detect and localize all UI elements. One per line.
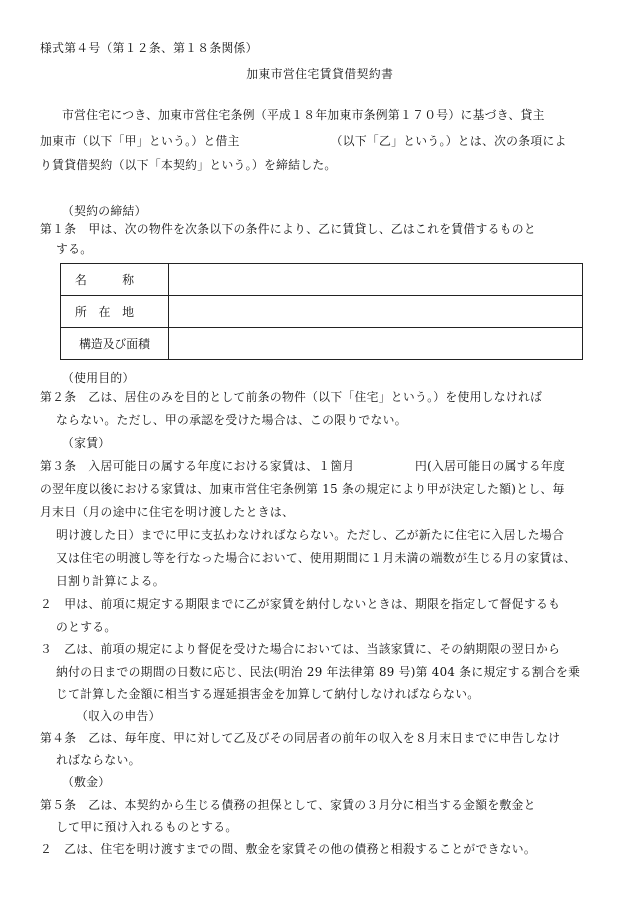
article-line: 第３条 入居可能日の属する年度における家賃は、１箇月 円(入居可能日の属する年度	[40, 459, 566, 473]
article-heading: （使用目的）	[62, 371, 135, 385]
table-label: 所 在 地	[75, 305, 134, 319]
table-value-cell	[169, 264, 583, 296]
article-line: 又は住宅の明渡し等を行なった場合において、使用期間に１月未満の端数が生じる月の家賃は、	[56, 551, 576, 565]
document-title: 加東市営住宅賃貸借契約書	[246, 67, 394, 81]
table-label: 構造及び面積	[79, 337, 150, 351]
table-label-cell	[61, 296, 169, 328]
preamble-line: 加東市（以下「甲」という。）と借主 （以下「乙」という。）とは、次の条項によ	[40, 134, 567, 148]
preamble-line: り賃貸借契約（以下「本契約」という。）を締結した。	[40, 158, 337, 172]
article-heading: （収入の申告）	[76, 709, 161, 723]
article-heading: （契約の締結）	[62, 204, 147, 218]
article-line: ２ 甲は、前項に規定する期限までに乙が家賃を納付しないときは、期限を指定して督促するも	[40, 597, 561, 611]
article-line: 明け渡した日）までに甲に支払わなければならない。ただし、乙が新たに住宅に入居した場合	[56, 528, 565, 542]
article-line: 月末日（月の途中に住宅を明け渡したときは、	[40, 505, 295, 519]
article-line: ればならない。	[56, 753, 141, 767]
preamble-line: 市営住宅につき、加東市営住宅条例（平成１８年加東市条例第１７０号）に基づき、貸主	[62, 108, 545, 122]
article-line: のとする。	[56, 620, 117, 634]
article-line: 第２条 乙は、居住のみを目的として前条の物件（以下「住宅」という。）を使用しなければ	[40, 390, 543, 404]
table-label: 名 称	[75, 273, 134, 287]
table-row	[61, 296, 583, 328]
article-line: ３ 乙は、前項の規定により督促を受けた場合においては、当該家賃に、その納期限の翌日から	[40, 642, 561, 656]
article-line: の翌年度以後における家賃は、加東市営住宅条例第 15 条の規定により甲が決定した額)とし、毎	[40, 482, 565, 496]
table-row	[61, 264, 583, 296]
article-line: じて計算した金額に相当する遅延損害金を加算して納付しなければならない。	[56, 687, 480, 701]
form-number: 様式第４号（第１２条、第１８条関係）	[40, 41, 258, 55]
article-line: ２ 乙は、住宅を明け渡すまでの間、敷金を家賃その他の債務と相殺することができない。	[40, 842, 536, 856]
table-value-cell	[169, 296, 583, 328]
article-line: して甲に預け入れるものとする。	[56, 820, 238, 834]
article-line: する。	[56, 242, 93, 256]
table-row	[61, 328, 583, 360]
table-label-cell	[61, 328, 169, 360]
article-line: 第５条 乙は、本契約から生じる債務の担保として、家賃の３月分に相当する金額を敷金と	[40, 798, 536, 812]
property-table	[60, 263, 583, 360]
article-line: 第１条 甲は、次の物件を次条以下の条件により、乙に賃貸し、乙はこれを賃借するものと	[40, 222, 536, 236]
table-label-cell	[61, 264, 169, 296]
article-line: 納付の日までの期間の日数に応じ、民法(明治 29 年法律第 89 号)第 404 条に規定する割合を乗	[56, 665, 581, 679]
article-heading: （家賃）	[62, 436, 111, 450]
article-line: ならない。ただし、甲の承認を受けた場合は、この限りでない。	[56, 413, 407, 427]
article-heading: （敷金）	[62, 775, 111, 789]
article-line: 第４条 乙は、毎年度、甲に対して乙及びその同居者の前年の収入を８月末日までに申告しなけ	[40, 731, 561, 745]
article-line: 日割り計算による。	[56, 574, 165, 588]
table-value-cell	[169, 328, 583, 360]
